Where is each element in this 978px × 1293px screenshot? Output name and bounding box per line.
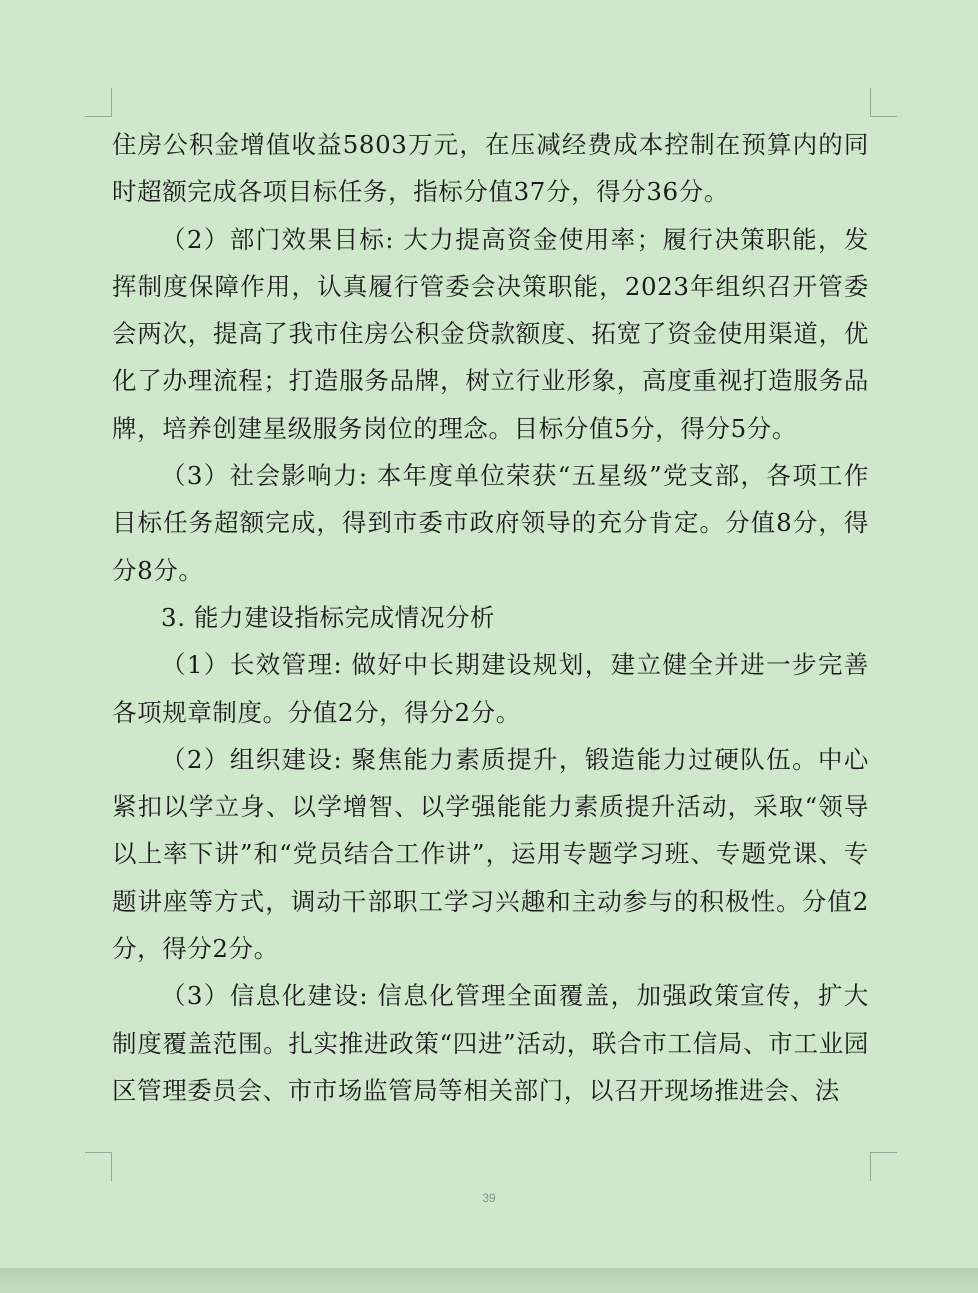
paragraph: 住房公积金增值收益5803万元，在压减经费成本控制在预算内的同时超额完成各项目标任务，指标分值37分，得分36分。	[112, 130, 869, 207]
paragraph: （2）部门效果目标: 大力提高资金使用率；履行决策职能，发挥制度保障作用，认真履行管委会决策职能，2023年组织召开管委会两次，提高了我市住房公积金贷款额度、拓宽了资金使用渠道，优化了办理流程；打造服务品牌，树立行业形象，高度重视打造服务品牌，培养创建星级服务岗位的理念。目标分值5分，得分5分。	[112, 224, 869, 443]
document-body	[112, 121, 869, 1114]
page-number: 39	[482, 1191, 496, 1205]
section-heading: 3. 能力建设指标完成情况分析	[161, 602, 496, 632]
page-bottom-edge	[0, 1268, 978, 1293]
crop-mark-bottom-left	[85, 1152, 112, 1181]
paragraph: （1）长效管理: 做好中长期建设规划，建立健全并进一步完善各项规章制度。分值2分，得分2分。	[112, 650, 869, 727]
paragraph: （3）社会影响力: 本年度单位荣获“五星级”党支部，各项工作目标任务超额完成，得到市委市政府领导的充分肯定。分值8分，得分8分。	[112, 461, 869, 585]
paragraph: （3）信息化建设: 信息化管理全面覆盖，加强政策宣传，扩大制度覆盖范围。扎实推进政策“四进”活动，联合市工信局、市工业园区管理委员会、市市场监管局等相关部门，以召开现场推进会、法	[112, 981, 869, 1105]
crop-mark-top-right	[870, 88, 897, 117]
crop-mark-bottom-right	[870, 1152, 897, 1181]
crop-mark-top-left	[85, 88, 112, 117]
paragraph: （2）组织建设: 聚焦能力素质提升，锻造能力过硬队伍。中心紧扣以学立身、以学增智、以学强能能力素质提升活动，采取“领导以上率下讲”和“党员结合工作讲”，运用专题学习班、专题党课、专题讲座等方式，调动干部职工学习兴趣和主动参与的积极性。分值2分，得分2分。	[112, 744, 869, 964]
